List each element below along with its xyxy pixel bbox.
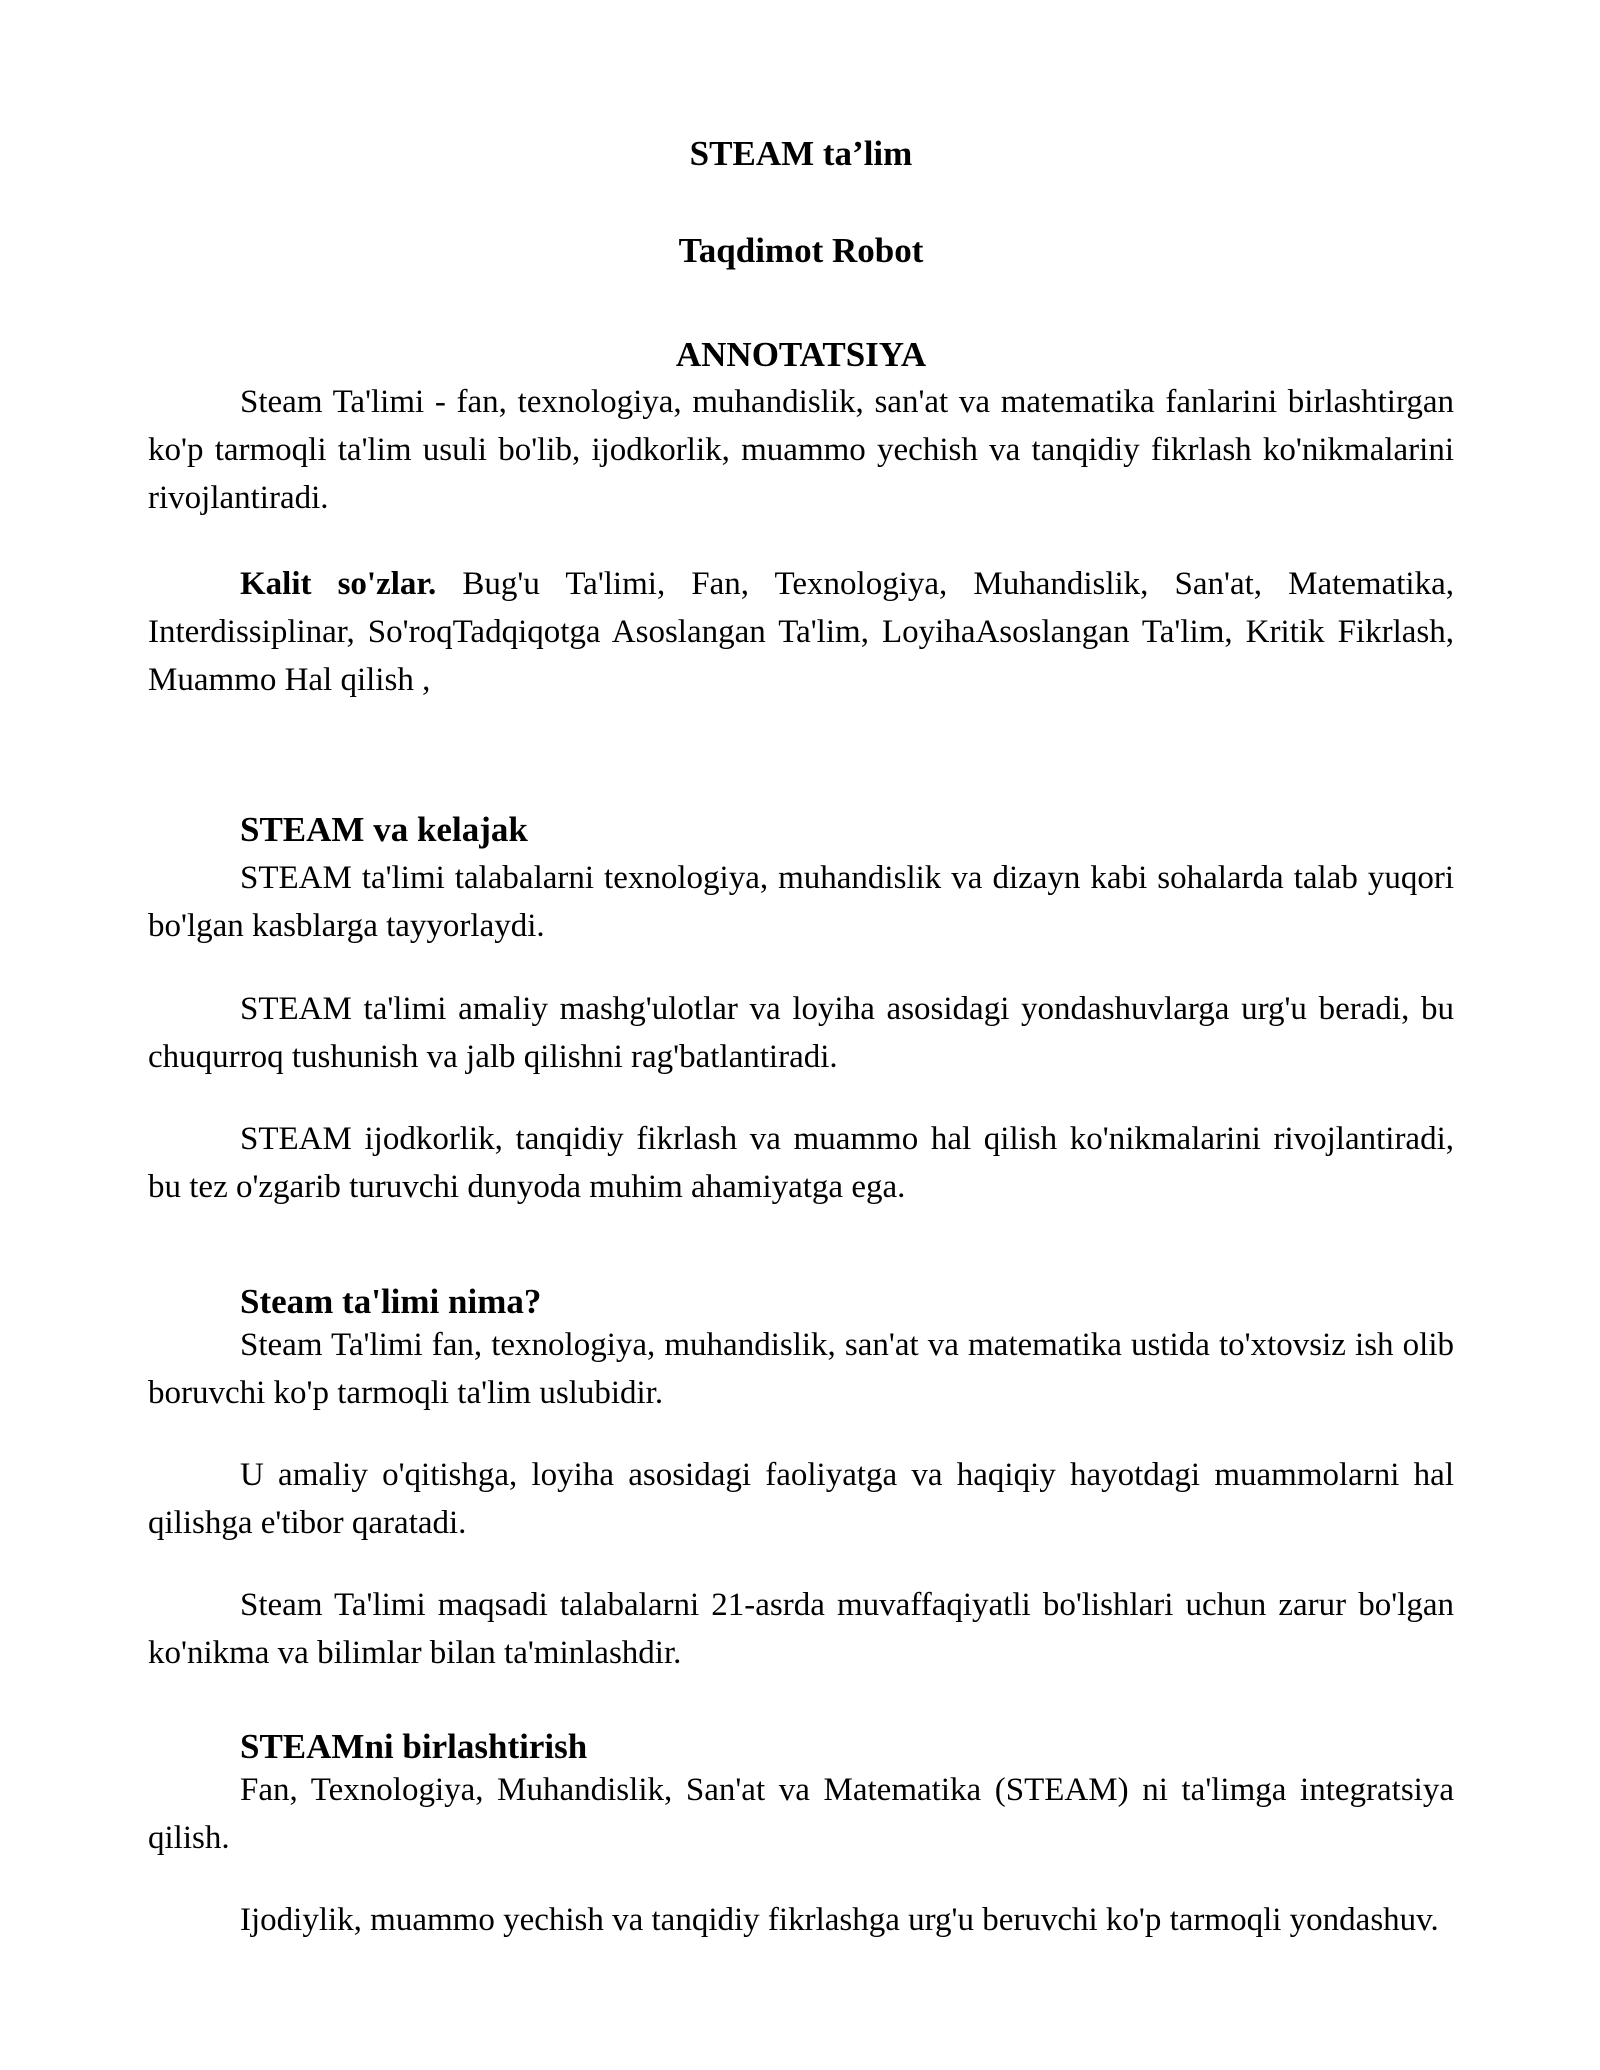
keywords-text: Bug'u Ta'limi, Fan, Texnologiya, Muhandislik, San'at, Matematika, Interdissiplinar, So'roqTadqiqotga Asoslangan Ta'lim, LoyihaAsoslangan Ta'lim, Kritik Fikrlash, Muammo Hal qilish , [148, 566, 1454, 698]
annotation-paragraph: Steam Ta'limi - fan, texnologiya, muhandislik, san'at va matematika fanlarini birlashtirgan ko'p tarmoqli ta'lim usuli bo'lib, ijodkorlik, muammo yechish va tanqidiy fikrlash ko'nikmalarini rivojlantiradi. [148, 384, 1454, 516]
section-paragraph: STEAM ta'limi talabalarni texnologiya, muhandislik va dizayn kabi sohalarda talab yuqori bo'lgan kasblarga tayyorlaydi. [148, 860, 1454, 944]
annotation-heading: ANNOTATSIYA [675, 335, 927, 374]
section-paragraph: Fan, Texnologiya, Muhandislik, San'at va Matematika (STEAM) ni ta'limga integratsiya qilish. [148, 1772, 1454, 1856]
keywords-paragraph [148, 560, 1454, 704]
keywords-label: Kalit so'zlar. [240, 566, 437, 602]
document-subtitle: Taqdimot Robot [678, 231, 924, 270]
section-paragraph: Ijodiylik, muammo yechish va tanqidiy fikrlashga urg'u beruvchi ko'p tarmoqli yondashuv. [240, 1902, 1439, 1938]
section-paragraph: U amaliy o'qitishga, loyiha asosidagi faoliyatga va haqiqiy hayotdagi muammolarni hal qilishga e'tibor qaratadi. [148, 1457, 1454, 1541]
section-paragraph: Steam Ta'limi maqsadi talabalarni 21-asrda muvaffaqiyatli bo'lishlari uchun zarur bo'lgan ko'nikma va bilimlar bilan ta'minlashdir. [148, 1587, 1454, 1671]
section-paragraph: STEAM ta'limi amaliy mashg'ulotlar va loyiha asosidagi yondashuvlarga urg'u beradi, bu chuqurroq tushunish va jalb qilishni rag'batlantiradi. [148, 991, 1454, 1075]
section-heading: STEAMni birlashtirish [240, 1727, 588, 1766]
section-paragraph: Steam Ta'limi fan, texnologiya, muhandislik, san'at va matematika ustida to'xtovsiz ish olib boruvchi ko'p tarmoqli ta'lim uslubidir. [148, 1327, 1454, 1411]
section-heading: Steam ta'limi nima? [240, 1282, 542, 1321]
section-heading: STEAM va kelajak [240, 810, 528, 849]
document-title: STEAM ta’lim [689, 134, 913, 173]
section-paragraph: STEAM ijodkorlik, tanqidiy fikrlash va muammo hal qilish ko'nikmalarini rivojlantiradi, bu tez o'zgarib turuvchi dunyoda muhim ahamiyatga ega. [148, 1121, 1454, 1205]
